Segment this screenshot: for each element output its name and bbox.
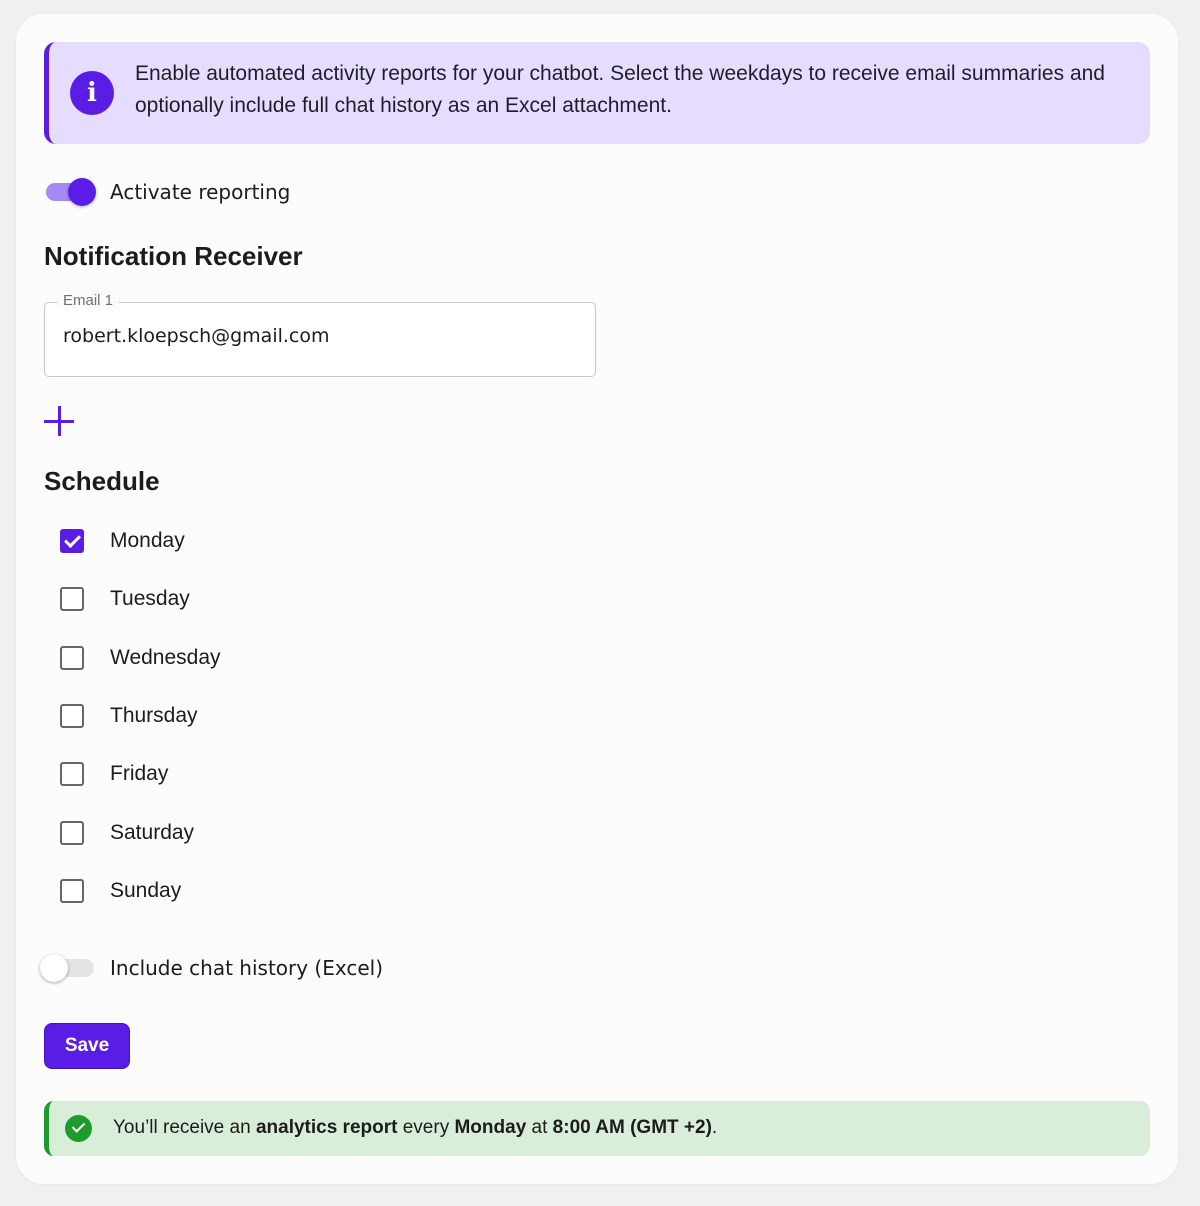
- monday-checkbox[interactable]: [60, 529, 84, 553]
- success-message: [113, 1117, 717, 1139]
- day-label: Monday: [110, 529, 185, 552]
- notification-receiver-title: Notification Receiver: [44, 241, 303, 271]
- info-banner-text: Enable automated activity reports for your chatbot. Select the weekdays to receive email summaries and optionally include full chat history as an Excel attachment.: [135, 62, 1105, 117]
- tuesday-checkbox[interactable]: [60, 587, 84, 611]
- msg-text: You’ll receive an: [113, 1117, 256, 1138]
- day-row-wednesday[interactable]: [60, 643, 221, 673]
- day-label: Tuesday: [110, 587, 190, 610]
- chat-history-label: Include chat history (Excel): [110, 956, 384, 980]
- wednesday-checkbox[interactable]: [60, 646, 84, 670]
- msg-report-type: analytics report: [255, 1117, 398, 1138]
- chat-history-toggle[interactable]: [44, 953, 98, 983]
- day-label: Friday: [110, 762, 169, 785]
- chat-history-row: [44, 953, 383, 983]
- check-circle-icon: [65, 1115, 92, 1142]
- day-label: Thursday: [110, 704, 198, 727]
- friday-checkbox[interactable]: [60, 762, 84, 786]
- save-button[interactable]: Save: [44, 1023, 130, 1069]
- msg-text: every: [397, 1117, 455, 1138]
- msg-text: at: [526, 1117, 553, 1138]
- email-field-1[interactable]: [44, 292, 596, 377]
- day-label: Sunday: [110, 879, 182, 902]
- activate-reporting-row: [44, 177, 290, 207]
- day-label: Saturday: [110, 821, 195, 844]
- toggle-thumb: [40, 954, 68, 982]
- info-icon: i: [70, 71, 114, 115]
- msg-time: 8:00 AM (GMT +2): [552, 1117, 712, 1138]
- day-label: Wednesday: [110, 646, 221, 669]
- sunday-checkbox[interactable]: [60, 879, 84, 903]
- reporting-settings-card: [16, 14, 1178, 1184]
- activate-reporting-label: Activate reporting: [110, 180, 291, 204]
- toggle-thumb: [68, 178, 96, 206]
- saturday-checkbox[interactable]: [60, 821, 84, 845]
- day-row-tuesday[interactable]: [60, 584, 190, 614]
- thursday-checkbox[interactable]: [60, 704, 84, 728]
- day-row-sunday[interactable]: [60, 876, 181, 906]
- day-row-friday[interactable]: [60, 759, 168, 789]
- day-row-monday[interactable]: [60, 526, 185, 556]
- email-field-label: Email 1: [57, 292, 119, 309]
- email-input[interactable]: [63, 325, 563, 347]
- schedule-title: Schedule: [44, 466, 160, 496]
- info-banner: [44, 42, 1150, 144]
- add-email-button[interactable]: [44, 406, 76, 438]
- day-row-saturday[interactable]: [60, 818, 194, 848]
- activate-reporting-toggle[interactable]: [44, 177, 98, 207]
- msg-day: Monday: [454, 1117, 527, 1138]
- day-row-thursday[interactable]: [60, 701, 198, 731]
- msg-text: .: [711, 1117, 718, 1138]
- success-banner: [44, 1101, 1150, 1156]
